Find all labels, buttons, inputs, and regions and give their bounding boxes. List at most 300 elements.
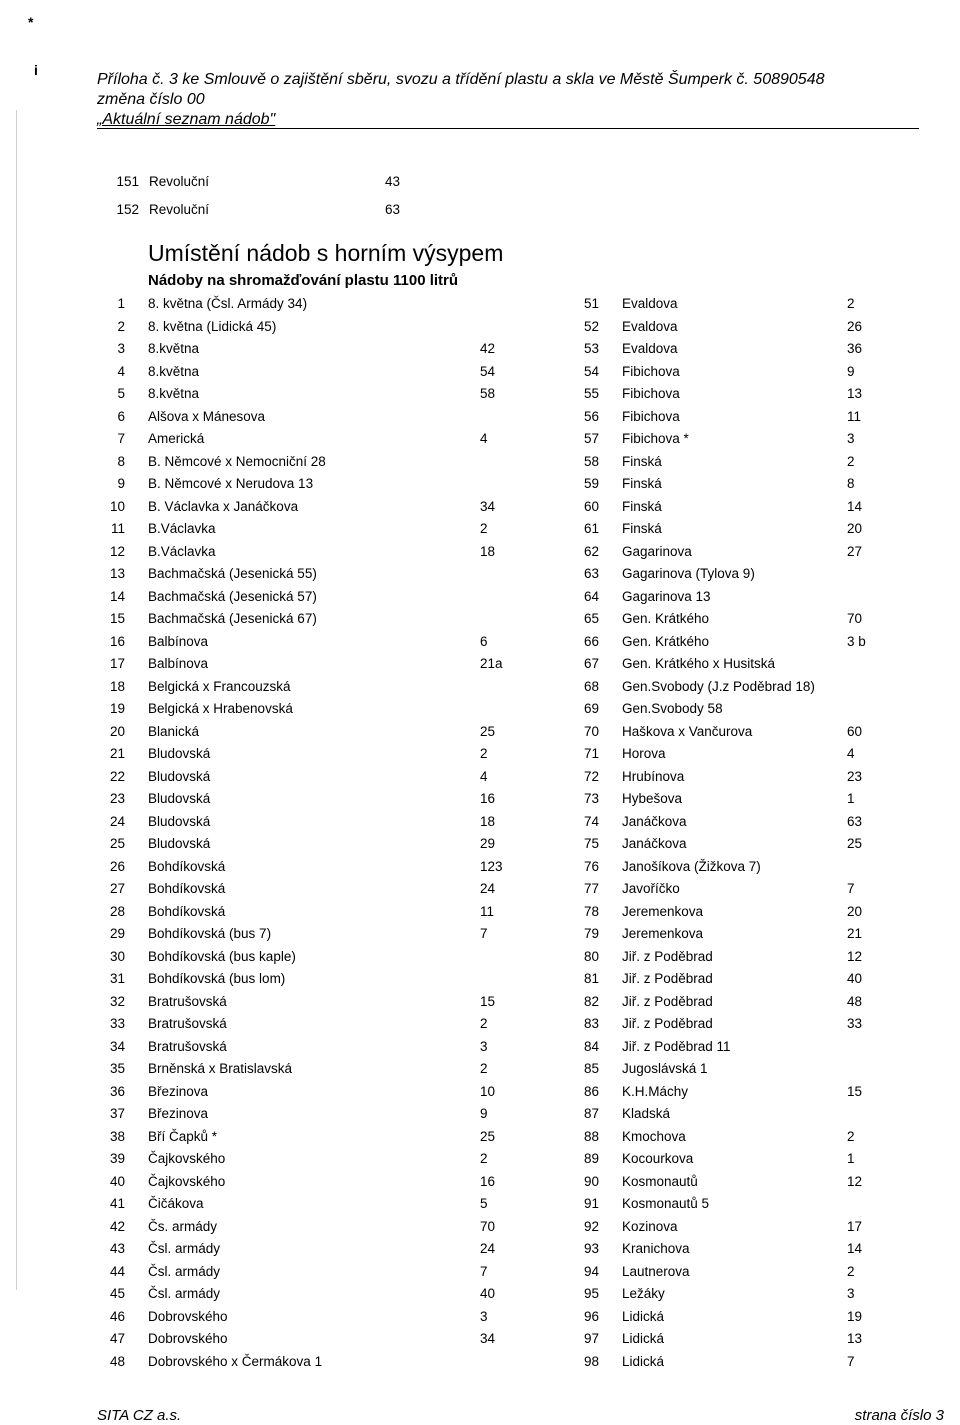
table-row [97, 1286, 877, 1309]
right-row-number: 53 [583, 341, 599, 356]
right-house-number: 4 [847, 746, 855, 761]
right-street-name: Gen. Krátkého [622, 633, 710, 649]
left-house-number: 15 [480, 993, 496, 1009]
left-street-name: Dobrovského [148, 1308, 228, 1324]
row-number: 152 [116, 202, 139, 217]
table-row [97, 769, 877, 792]
left-street-name: Čsl. armády [148, 1263, 221, 1279]
right-street-name: Kocourkova [622, 1151, 694, 1166]
right-row-number: 77 [583, 881, 599, 896]
table-row [97, 1084, 877, 1107]
table-row [97, 926, 877, 949]
right-house-number: 1 [847, 1151, 855, 1166]
right-street-name: Lidická [622, 1308, 665, 1324]
left-row-number: 42 [109, 1218, 125, 1234]
left-street-name: Belgická x Francouzská [148, 678, 291, 694]
right-house-number: 14 [847, 1241, 863, 1256]
right-house-number: 13 [847, 1331, 863, 1346]
right-street-name: Gen.Svobody 58 [622, 701, 723, 716]
table-row [97, 1219, 877, 1242]
table-row [97, 814, 877, 837]
left-street-name: 8.května [148, 363, 200, 379]
right-row-number: 70 [583, 723, 599, 739]
table-row [97, 904, 877, 927]
right-street-name: Evaldova [622, 341, 678, 356]
table-row [97, 1129, 877, 1152]
left-street-name: Bří Čapků * [148, 1128, 218, 1144]
right-house-number: 63 [847, 813, 863, 829]
left-row-number: 41 [109, 1196, 125, 1211]
left-house-number: 70 [480, 1218, 496, 1234]
right-row-number: 73 [583, 791, 599, 806]
left-house-number: 2 [480, 1151, 488, 1166]
left-row-number: 20 [109, 723, 125, 739]
left-street-name: B.Václavka [148, 521, 216, 536]
right-row-number: 65 [583, 611, 599, 626]
right-row-number: 90 [583, 1173, 599, 1189]
left-row-number: 29 [109, 926, 125, 941]
left-street-name: Brněnská x Bratislavská [148, 1061, 293, 1076]
right-house-number: 7 [847, 881, 855, 896]
right-row-number: 52 [583, 318, 599, 334]
left-row-number: 48 [109, 1353, 125, 1369]
left-street-name: Dobrovského x Čermákova 1 [148, 1353, 323, 1369]
left-house-number: 58 [480, 386, 496, 401]
right-house-number: 48 [847, 993, 863, 1009]
right-street-name: Kozinova [622, 1218, 678, 1234]
left-street-name: Bohdíkovská [148, 903, 226, 919]
header-rule [97, 128, 919, 129]
left-house-number: 25 [480, 723, 496, 739]
left-house-number: 2 [480, 1061, 488, 1076]
right-row-number: 74 [583, 813, 599, 829]
right-house-number: 19 [847, 1308, 863, 1324]
right-street-name: Janáčkova [622, 813, 687, 829]
table-row [97, 1016, 877, 1039]
right-house-number: 3 b [847, 633, 866, 649]
right-house-number: 2 [847, 1128, 855, 1144]
right-house-number: 11 [847, 408, 862, 424]
right-row-number: 84 [583, 1038, 599, 1054]
left-house-number: 6 [480, 633, 488, 649]
right-street-name: Lautnerova [622, 1263, 690, 1279]
left-row-number: 25 [109, 836, 125, 851]
left-row-number: 1 [117, 296, 125, 311]
left-street-name: Bludovská [148, 791, 211, 806]
left-street-name: Belgická x Hrabenovská [148, 701, 293, 716]
right-house-number: 3 [847, 1286, 855, 1301]
left-row-number: 6 [117, 408, 125, 424]
left-street-name: Bludovská [148, 836, 211, 851]
right-row-number: 56 [583, 408, 599, 424]
right-house-number: 2 [847, 1263, 855, 1279]
left-row-number: 36 [109, 1083, 125, 1099]
right-house-number: 26 [847, 318, 863, 334]
left-street-name: B. Němcové x Nerudova 13 [148, 476, 314, 491]
left-house-number: 24 [480, 881, 496, 896]
right-street-name: Jiř. z Poděbrad [622, 1016, 713, 1031]
left-house-number: 5 [480, 1196, 488, 1211]
right-house-number: 12 [847, 1173, 863, 1189]
left-row-number: 30 [109, 948, 125, 964]
right-street-name: Ležáky [622, 1286, 665, 1301]
table-row [97, 1354, 877, 1377]
right-row-number: 75 [583, 836, 599, 851]
left-street-name: Bohdíkovská (bus kaple) [148, 948, 296, 964]
right-row-number: 67 [583, 656, 599, 671]
left-row-number: 2 [117, 318, 125, 334]
left-row-number: 47 [109, 1331, 125, 1346]
right-row-number: 58 [583, 453, 599, 469]
left-house-number: 16 [480, 791, 496, 806]
table-row [97, 544, 877, 567]
left-row-number: 19 [109, 701, 125, 716]
right-street-name: Fibichova * [622, 431, 689, 446]
left-house-number: 25 [480, 1128, 496, 1144]
right-street-name: Jiř. z Poděbrad 11 [622, 1038, 731, 1054]
table-row [97, 296, 877, 319]
left-row-number: 32 [109, 993, 125, 1009]
right-row-number: 92 [583, 1218, 599, 1234]
section-title: Umístění nádob s horním výsypem [148, 240, 504, 266]
right-row-number: 69 [583, 701, 599, 716]
street-name: Revoluční [149, 202, 210, 217]
left-house-number: 7 [480, 1263, 488, 1279]
right-house-number: 13 [847, 386, 863, 401]
right-house-number: 12 [847, 948, 863, 964]
right-row-number: 61 [583, 521, 599, 536]
right-row-number: 55 [583, 386, 599, 401]
right-street-name: K.H.Máchy [622, 1083, 689, 1099]
right-row-number: 60 [583, 498, 599, 514]
right-street-name: Gen. Krátkého [622, 611, 710, 626]
right-street-name: Finská [622, 498, 662, 514]
right-house-number: 8 [847, 476, 855, 491]
right-street-name: Jeremenkova [622, 926, 704, 941]
left-row-number: 31 [109, 971, 125, 986]
right-row-number: 95 [583, 1286, 599, 1301]
right-house-number: 23 [847, 768, 863, 784]
left-house-number: 10 [480, 1083, 496, 1099]
right-house-number: 27 [847, 543, 863, 559]
left-house-number: 34 [480, 1331, 496, 1346]
left-row-number: 26 [109, 858, 125, 874]
left-house-number: 4 [480, 768, 488, 784]
left-row-number: 44 [109, 1263, 125, 1279]
right-row-number: 82 [583, 993, 599, 1009]
table-row [97, 679, 877, 702]
right-row-number: 63 [583, 566, 599, 581]
right-street-name: Finská [622, 453, 662, 469]
left-row-number: 16 [109, 633, 125, 649]
left-street-name: Bohdíkovská (bus 7) [148, 926, 272, 941]
left-row-number: 9 [117, 476, 125, 491]
table-row [97, 949, 877, 972]
right-street-name: Finská [622, 476, 662, 491]
footer-page-number: strana číslo 3 [854, 1407, 944, 1424]
left-house-number: 3 [480, 1038, 488, 1054]
table-row [97, 836, 877, 859]
right-house-number: 1 [847, 791, 855, 806]
right-row-number: 98 [583, 1353, 599, 1369]
left-house-number: 24 [480, 1241, 496, 1256]
right-street-name: Javoříčko [622, 881, 680, 896]
right-row-number: 54 [583, 363, 599, 379]
table-row [97, 634, 877, 657]
table-row [97, 341, 877, 364]
right-row-number: 78 [583, 903, 599, 919]
right-row-number: 57 [583, 431, 599, 446]
right-row-number: 87 [583, 1106, 599, 1121]
left-row-number: 14 [109, 588, 125, 604]
right-row-number: 76 [583, 858, 599, 874]
left-street-name: Březinova [148, 1083, 209, 1099]
table-row [97, 656, 877, 679]
table-row [97, 431, 877, 454]
right-street-name: Finská [622, 521, 662, 536]
right-house-number: 15 [847, 1083, 863, 1099]
right-street-name: Kranichova [622, 1241, 690, 1256]
table-row [97, 499, 877, 522]
left-row-number: 5 [117, 386, 125, 401]
right-house-number: 20 [847, 521, 863, 536]
right-street-name: Horova [622, 746, 666, 761]
right-street-name: Gagarinova [622, 543, 692, 559]
left-row-number: 39 [109, 1151, 125, 1166]
table-row [97, 1309, 877, 1332]
right-row-number: 96 [583, 1308, 599, 1324]
left-row-number: 46 [109, 1308, 125, 1324]
left-street-name: Bachmačská (Jesenická 67) [148, 611, 317, 626]
left-house-number: 9 [480, 1106, 488, 1121]
left-row-number: 37 [109, 1106, 125, 1121]
left-row-number: 23 [109, 791, 125, 806]
left-street-name: Čs. armády [148, 1218, 218, 1234]
left-house-number: 18 [480, 543, 496, 559]
left-house-number: 16 [480, 1173, 496, 1189]
header-line-3: „Aktuální seznam nádob" [97, 111, 276, 128]
left-street-name: Čsl. armády [148, 1241, 221, 1256]
table-row [97, 454, 877, 477]
left-row-number: 4 [117, 363, 125, 379]
table-row [97, 1331, 877, 1354]
left-house-number: 4 [480, 431, 488, 446]
right-street-name: Fibichova [622, 408, 680, 424]
table-row [97, 746, 877, 769]
container-list [97, 296, 877, 1376]
left-row-number: 22 [109, 768, 125, 784]
table-row [97, 521, 877, 544]
table-row [97, 859, 877, 882]
left-street-name: Bludovská [148, 746, 211, 761]
right-row-number: 97 [583, 1331, 599, 1346]
left-row-number: 15 [109, 611, 125, 626]
right-street-name: Kmochova [622, 1128, 686, 1144]
table-row [97, 319, 877, 342]
left-street-name: Bohdíkovská [148, 881, 226, 896]
table-row [97, 386, 877, 409]
left-street-name: Bludovská [148, 813, 211, 829]
left-house-number: 2 [480, 1016, 488, 1031]
left-house-number: 2 [480, 746, 488, 761]
right-street-name: Hybešova [622, 791, 683, 806]
left-row-number: 7 [117, 431, 125, 446]
table-row [97, 589, 877, 612]
table-row [97, 1196, 877, 1219]
left-row-number: 43 [109, 1241, 125, 1256]
left-street-name: Čsl. armády [148, 1286, 221, 1301]
right-house-number: 60 [847, 723, 863, 739]
right-row-number: 51 [583, 296, 599, 311]
left-street-name: Bohdíkovská (bus lom) [148, 971, 286, 986]
table-row [97, 364, 877, 387]
left-street-name: B. Václavka x Janáčkova [148, 498, 299, 514]
table-row [97, 566, 877, 589]
left-row-number: 40 [109, 1173, 125, 1189]
left-row-number: 17 [109, 656, 125, 671]
left-row-number: 27 [109, 881, 125, 896]
right-street-name: Kosmonautů [622, 1173, 698, 1189]
right-row-number: 66 [583, 633, 599, 649]
left-row-number: 34 [109, 1038, 125, 1054]
left-street-name: 8.května [148, 386, 200, 401]
header-line-2: změna číslo 00 [97, 91, 205, 108]
left-row-number: 24 [109, 813, 125, 829]
left-street-name: Bratrušovská [148, 993, 227, 1009]
left-row-number: 8 [117, 453, 125, 469]
right-row-number: 85 [583, 1061, 599, 1076]
left-house-number: 34 [480, 498, 496, 514]
left-house-number: 54 [480, 363, 496, 379]
left-row-number: 33 [109, 1016, 125, 1031]
right-house-number: 2 [847, 453, 855, 469]
left-street-name: Dobrovského [148, 1331, 228, 1346]
right-street-name: Lidická [622, 1353, 665, 1369]
left-row-number: 12 [109, 543, 125, 559]
left-house-number: 42 [480, 341, 496, 356]
right-row-number: 88 [583, 1128, 599, 1144]
right-house-number: 33 [847, 1016, 863, 1031]
left-house-number: 11 [480, 903, 495, 919]
side-mark: i [34, 62, 38, 78]
left-row-number: 10 [109, 498, 125, 514]
right-street-name: Evaldova [622, 296, 678, 311]
table-row [97, 994, 877, 1017]
right-street-name: Hrubínova [622, 768, 685, 784]
right-street-name: Kladská [622, 1106, 671, 1121]
left-street-name: Bachmačská (Jesenická 55) [148, 566, 317, 581]
right-street-name: Fibichova [622, 363, 680, 379]
right-row-number: 80 [583, 948, 599, 964]
left-street-name: Čajkovského [148, 1151, 226, 1166]
table-row [97, 724, 877, 747]
right-row-number: 62 [583, 543, 599, 559]
table-row [97, 202, 417, 230]
table-row [97, 1264, 877, 1287]
table-row [97, 791, 877, 814]
right-house-number: 2 [847, 296, 855, 311]
right-row-number: 93 [583, 1241, 599, 1256]
left-street-name: 8. května (Lidická 45) [148, 318, 277, 334]
left-house-number: 29 [480, 836, 496, 851]
left-row-number: 28 [109, 903, 125, 919]
left-street-name: Čajkovského [148, 1173, 226, 1189]
header-line-1: Příloha č. 3 ke Smlouvě o zajištění sběru, svozu a třídění plastu a skla ve Městě Šumperk č. 50890548 [97, 71, 825, 88]
right-street-name: Gagarinova 13 [622, 588, 711, 604]
left-street-name: Alšova x Mánesova [148, 408, 266, 424]
right-house-number: 25 [847, 836, 863, 851]
left-row-number: 13 [109, 566, 125, 581]
right-street-name: Janošíkova (Žižkova 7) [622, 858, 761, 874]
right-house-number: 9 [847, 363, 855, 379]
right-street-name: Gen. Krátkého x Husitská [622, 656, 776, 671]
right-row-number: 68 [583, 678, 599, 694]
left-row-number: 38 [109, 1128, 125, 1144]
section-subtitle: Nádoby na shromažďování plastu 1100 litrů [148, 272, 459, 289]
left-street-name: Bratrušovská [148, 1016, 227, 1031]
right-street-name: Gen.Svobody (J.z Poděbrad 18) [622, 678, 815, 694]
table-row [97, 611, 877, 634]
left-row-number: 3 [117, 341, 125, 356]
table-row [97, 1151, 877, 1174]
right-row-number: 83 [583, 1016, 599, 1031]
left-street-name: Balbínova [148, 656, 209, 671]
right-row-number: 79 [583, 926, 599, 941]
left-house-number: 123 [480, 858, 503, 874]
house-number: 63 [385, 202, 401, 217]
right-street-name: Jugoslávská 1 [622, 1061, 708, 1076]
left-street-name: Čičákova [148, 1196, 204, 1211]
left-house-number: 2 [480, 521, 488, 536]
margin-line [16, 110, 17, 1290]
table-row [97, 1039, 877, 1062]
right-row-number: 71 [583, 746, 599, 761]
right-house-number: 40 [847, 971, 863, 986]
left-street-name: Březinova [148, 1106, 209, 1121]
right-street-name: Gagarinova (Tylova 9) [622, 566, 755, 581]
left-street-name: Americká [148, 431, 205, 446]
right-street-name: Janáčkova [622, 836, 687, 851]
left-row-number: 11 [110, 521, 125, 536]
table-row [97, 1061, 877, 1084]
table-row [97, 701, 877, 724]
right-house-number: 7 [847, 1353, 855, 1369]
left-street-name: 8.května [148, 341, 200, 356]
left-street-name: B.Václavka [148, 543, 216, 559]
right-row-number: 86 [583, 1083, 599, 1099]
left-street-name: Bachmačská (Jesenická 57) [148, 588, 317, 604]
right-row-number: 89 [583, 1151, 599, 1166]
left-house-number: 18 [480, 813, 496, 829]
footer-company: SITA CZ a.s. [97, 1407, 182, 1424]
right-house-number: 3 [847, 431, 855, 446]
left-row-number: 45 [109, 1286, 125, 1301]
right-street-name: Jiř. z Poděbrad [622, 948, 713, 964]
right-row-number: 94 [583, 1263, 599, 1279]
left-row-number: 35 [109, 1061, 125, 1076]
right-row-number: 59 [583, 476, 599, 491]
left-street-name: Balbínova [148, 633, 209, 649]
right-street-name: Lidická [622, 1331, 665, 1346]
previous-section-rows [97, 174, 417, 230]
left-street-name: 8. května (Čsl. Armády 34) [148, 296, 308, 311]
left-house-number: 40 [480, 1286, 496, 1301]
table-row [97, 881, 877, 904]
house-number: 43 [385, 174, 401, 189]
left-house-number: 21a [480, 656, 503, 671]
right-street-name: Fibichova [622, 386, 680, 401]
right-street-name: Evaldova [622, 318, 678, 334]
